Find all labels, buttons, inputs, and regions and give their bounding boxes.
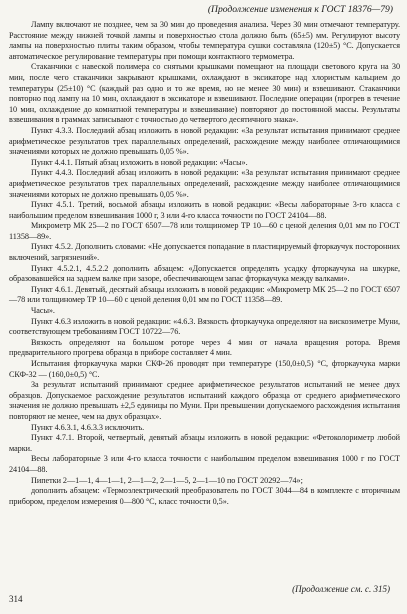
paragraph: Микрометр МК 25—2 по ГОСТ 6507—78 или толщиномер ТР 10—60 с ценой деления 0,01 мм по ГОСТ 11358—89». bbox=[9, 221, 400, 241]
paragraph: За результат испытаний принимают среднее арифметическое результатов испытаний не менее двух образцов. Допускаемое расхождение результатов испытаний каждого образца от среднего арифметического значения не должно превышать ±2,5 единицы по Муни. При превышении допускаемого расхождения испытания повторяют не менее, чем на двух образцах». bbox=[9, 380, 400, 421]
paragraph: Вязкость определяют на большом роторе через 4 мин от начала вращения ротора. Время предварительного прогрева образца в приборе составляет 4 мин. bbox=[9, 337, 400, 358]
document-body bbox=[9, 20, 400, 507]
paragraph: дополнить абзацем: «Термоэлектрический преобразователь по ГОСТ 3044—84 в комплекте с вторичным прибором, пределом измерения 0—800 °C, класс точности 0,5». bbox=[9, 486, 400, 506]
paragraph: Пункт 4.5.2.1, 4.5.2.2 дополнить абзацем: «Допускается определять усадку фторкаучука на шкурке, образовавшейся на заднем валке при зазоре, обеспечивающем запас фторкаучука между валками». bbox=[9, 263, 400, 284]
continuation-note: (Продолжение см. с. 315) bbox=[292, 584, 390, 594]
paragraph: Пункт 4.5.1. Третий, восьмой абзацы изложить в новой редакции: «Весы лабораторные 3-го класса с наибольшим пределом взвешивания 1000 г, 3 или 4-го класса точности по ГОСТ 24104—88. bbox=[9, 200, 400, 220]
paragraph: Пункт 4.4.1. Пятый абзац изложить в новой редакции: «Часы». bbox=[31, 157, 248, 167]
paragraph: Пункт 4.3.3. Последний абзац изложить в новой редакции: «За результат испытания принимают среднее арифметическое результатов трех параллельных определений, расхождение между наиболее отличающимися значениями которых не должно превышать 0,05 %». bbox=[9, 125, 400, 157]
paragraph: Стаканчики с навеской полимера со снятыми крышками помещают на площади светового круга на 30 мин, после чего стаканчики закрывают крышками, охлаждают в эксикаторе над хлористым кальцием до температуры (25±10) °C (каждый раз одно и то же время, но не менее 30 мин) и взвешивают. Стаканчики повторно под лампу на 10 мин, охлаждают в эксикаторе и взвешивают. Последние операции (прогрев в течение 10 мин, охлаждение до комнатной температуры и взвешивание) повторяют до постоянной массы. Результаты взвешивания в граммах записывают с точностью до четвертого десятичного знака». bbox=[9, 62, 400, 125]
paragraph: Пункт 4.6.1. Девятый, десятый абзацы изложить в новой редакции: «Микрометр МК 25—2 по ГОСТ 6507—78 или толщиномер ТР 10—60 с ценой деления 0,01 мм по ГОСТ 11358—89. bbox=[9, 284, 400, 305]
paragraph: Весы лабораторные 3 или 4-го класса точности с наибольшим пределом взвешивания 1000 г по ГОСТ 24104—88. bbox=[9, 454, 400, 474]
paragraph: Пипетки 2—1—1, 4—1—1, 2—1—2, 2—1—5, 2—1—10 по ГОСТ 20292—74»; bbox=[31, 475, 303, 485]
paragraph: Пункт 4.6.3 изложить в новой редакции: «4.6.3. Вязкость фторкаучука определяют на вискозиметре Муни, соответствующем требованиям ГОСТ 10722—76. bbox=[9, 316, 400, 337]
paragraph: Пункт 4.7.1. Второй, четвертый, девятый абзацы изложить в новой редакции: «Фетоколориметр любой марки. bbox=[9, 433, 400, 453]
paragraph: Пункт 4.4.3. Последний абзац изложить в новой редакции: «За результат испытания принимают среднее арифметическое результатов трех параллельных определений, расхождение между наиболее отличающимися значениями которых не должно превышать 0,05 %». bbox=[9, 168, 400, 199]
paragraph: Лампу включают не позднее, чем за 30 мин до проведения анализа. Через 30 мин отмечают температуру. Расстояние между нижней точкой лампы и поверхностью стола должно быть (65±5) мм. Регулируют высоту лампы на поверхностью плиты таким образом, чтобы температура сушки составляла (120±5) °C. Допускается автоматическое регулирование температуры при помощи контактного термометра. bbox=[9, 20, 400, 61]
page-number: 314 bbox=[9, 594, 23, 604]
page-header: (Продолжение изменения к ГОСТ 18376—79) bbox=[207, 4, 393, 15]
paragraph: Пункт 4.5.2. Дополнить словами: «Не допускается попадание в пластицируемый фторкаучук посторонних включений, загрязнений». bbox=[9, 242, 400, 263]
paragraph: Испытания фторкаучука марки СКФ-26 проводят при температуре (150,0±0,5) °C, фторкаучука марки СКФ-32 — (160,0±0,5) °C. bbox=[9, 359, 400, 379]
paragraph: Часы». bbox=[31, 306, 55, 316]
paragraph: Пункт 4.6.3.1, 4.6.3.3 исключить. bbox=[31, 422, 145, 432]
